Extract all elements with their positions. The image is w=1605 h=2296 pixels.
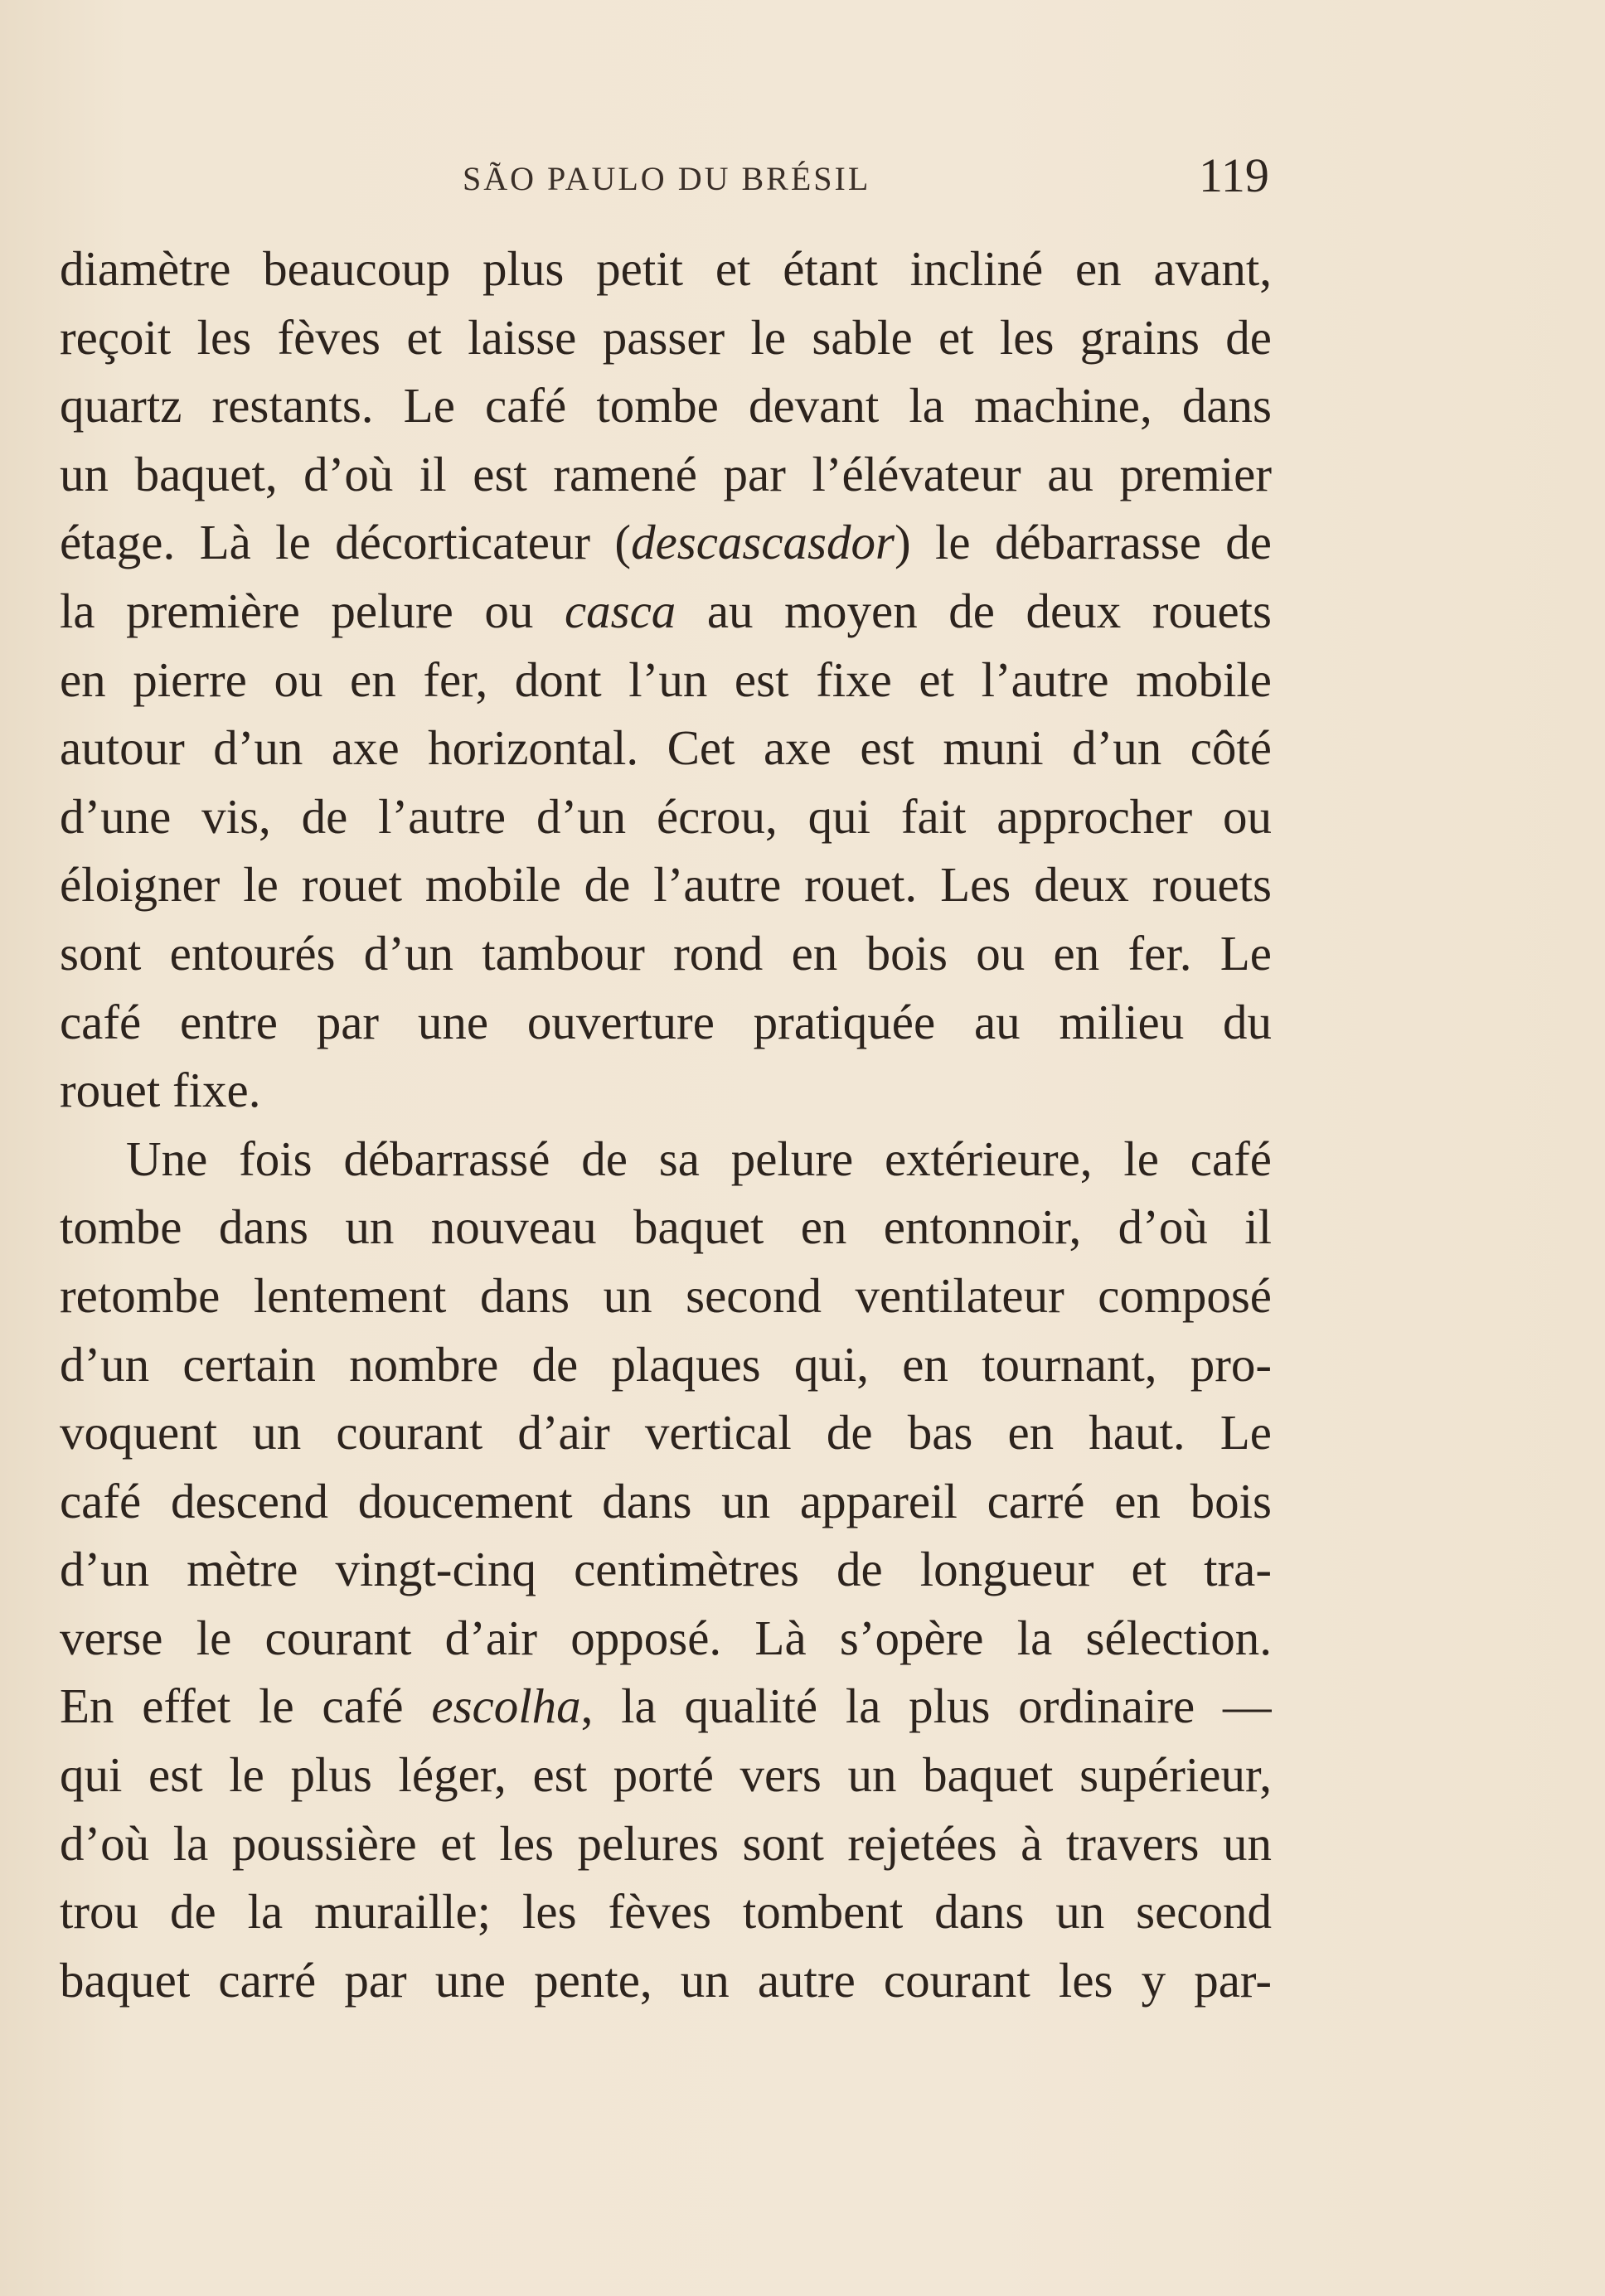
text-segment: d’où la poussière et les pelures sont rejetées à travers un (60, 1815, 1272, 1871)
text-line (60, 1398, 1272, 1467)
text-line (60, 508, 1272, 577)
text-segment: rouet fixe. (60, 1063, 261, 1118)
text-line (60, 1330, 1272, 1399)
page-number: 119 (1199, 148, 1269, 202)
text-segment: baquet carré par une pente, un autre courant les y par- (60, 1952, 1272, 2008)
text-segment: trou de la muraille; les fèves tombent dans un second (60, 1884, 1272, 1940)
italic-term: escolha (431, 1678, 581, 1734)
text-line (60, 577, 1272, 646)
text-segment: quartz restants. Le café tombe devant la machine, dans (60, 378, 1272, 434)
text-line (60, 235, 1272, 303)
text-line (60, 1877, 1272, 1946)
text-segment: ) le débarrasse de (894, 515, 1272, 570)
text-segment: sont entourés d’un tambour rond en bois ou en fer. Le (60, 925, 1272, 981)
text-segment: En effet le café (60, 1678, 432, 1734)
text-segment: qui est le plus léger, est porté vers un baquet supérieur, (60, 1747, 1272, 1803)
running-title: SÃO PAULO DU BRÉSIL (463, 160, 871, 197)
running-head (0, 148, 1605, 206)
text-line (60, 371, 1272, 440)
text-segment: d’un mètre vingt-cinq centimètres de longueur et tra- (60, 1542, 1272, 1597)
text-line (60, 1946, 1272, 2015)
text-segment: en pierre ou en fer, dont l’un est fixe et l’autre mobile (60, 652, 1272, 707)
text-line (60, 1741, 1272, 1809)
text-segment: verse le courant d’air opposé. Là s’opère la sélection. (60, 1610, 1272, 1665)
text-segment: café descend doucement dans un appareil carré en bois (60, 1473, 1272, 1528)
text-segment: la première pelure ou (60, 583, 565, 638)
text-segment: un baquet, d’où il est ramené par l’élévateur au premier (60, 446, 1272, 501)
text-line (60, 850, 1272, 919)
text-segment: retombe lentement dans un second ventilateur composé (60, 1267, 1272, 1323)
text-line (60, 1125, 1272, 1194)
text-line (60, 646, 1272, 714)
text-line (60, 1467, 1272, 1536)
text-line (60, 782, 1272, 851)
text-segment: Une fois débarrassé de sa pelure extérieure, le café (126, 1131, 1272, 1186)
text-line (60, 919, 1272, 988)
text-line (60, 988, 1272, 1057)
italic-term: descascasdor (631, 515, 895, 570)
text-line (60, 1262, 1272, 1330)
text-segment: autour d’un axe horizontal. Cet axe est muni d’un côté (60, 720, 1272, 776)
text-line (60, 1056, 1272, 1125)
text-segment: , la qualité la plus ordinaire — (580, 1678, 1272, 1734)
text-line (60, 1535, 1272, 1604)
text-line (60, 1604, 1272, 1673)
text-line (60, 1809, 1272, 1878)
italic-term: casca (564, 583, 676, 638)
text-segment: d’une vis, de l’autre d’un écrou, qui fait approcher ou (60, 788, 1272, 844)
text-line (60, 1193, 1272, 1262)
text-segment: d’un certain nombre de plaques qui, en tournant, pro- (60, 1336, 1272, 1392)
text-segment: café entre par une ouverture pratiquée au milieu du (60, 994, 1272, 1049)
text-line (60, 714, 1272, 782)
text-line (60, 303, 1272, 372)
text-segment: diamètre beaucoup plus petit et étant incliné en avant, (60, 241, 1272, 296)
text-line (60, 440, 1272, 509)
text-line (60, 1672, 1272, 1741)
text-segment: au moyen de deux rouets (676, 583, 1272, 638)
text-segment: voquent un courant d’air vertical de bas en haut. Le (60, 1405, 1272, 1460)
text-segment: étage. Là le décorticateur ( (60, 515, 632, 570)
text-segment: éloigner le rouet mobile de l’autre rouet. Les deux rouets (60, 857, 1272, 913)
text-segment: tombe dans un nouveau baquet en entonnoir, d’où il (60, 1199, 1272, 1255)
text-segment: reçoit les fèves et laisse passer le sable et les grains de (60, 309, 1272, 365)
body-text (60, 235, 1272, 2014)
